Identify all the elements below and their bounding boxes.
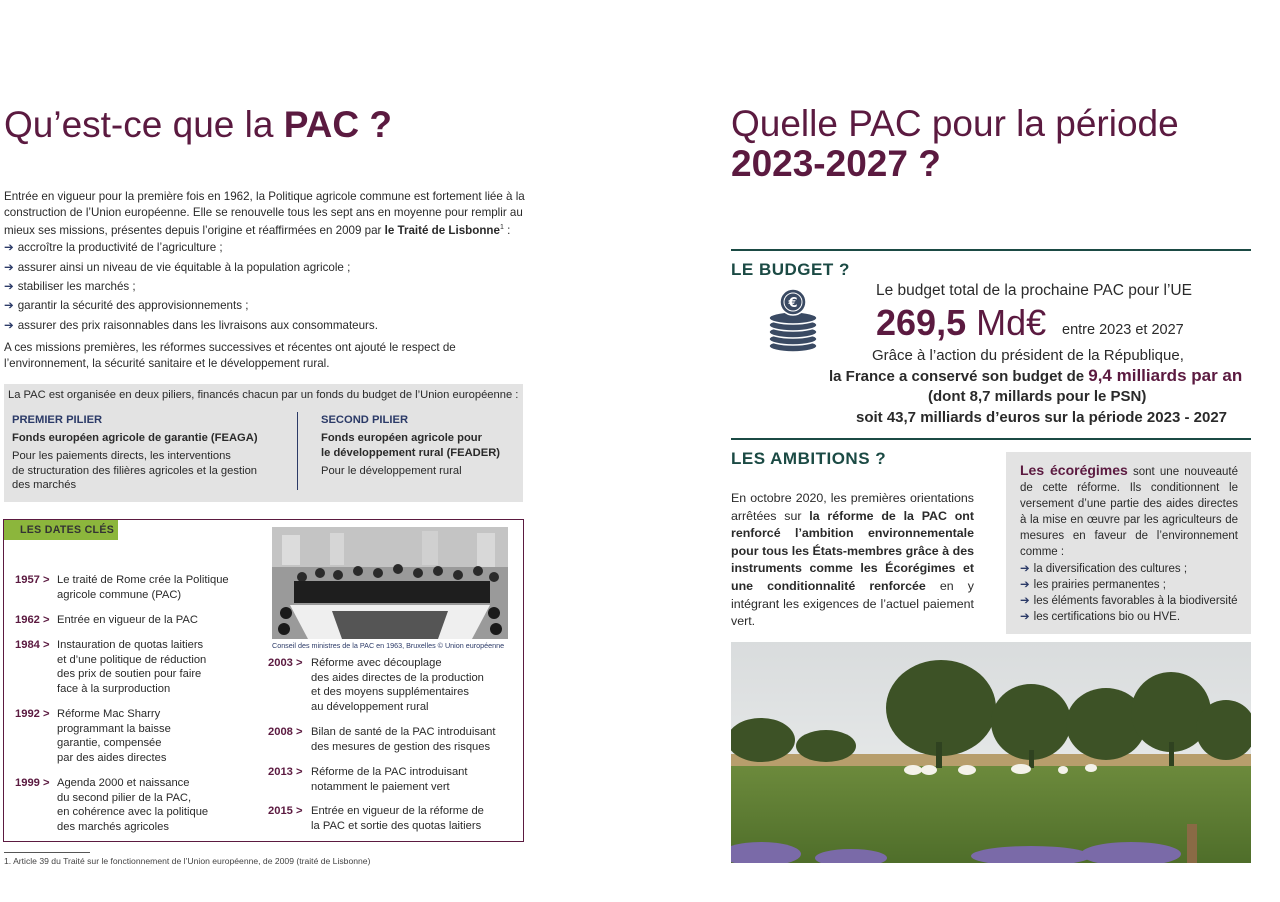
mission-text: accroître la productivité de l’agriculture ; <box>17 241 223 254</box>
timeline-line: des aides directes de la production <box>311 671 484 684</box>
timeline-text <box>57 776 208 834</box>
timeline-text <box>311 656 484 714</box>
timeline-line: face à la surproduction <box>57 682 171 695</box>
desc-line: des marchés <box>12 479 77 491</box>
coins-svg <box>766 288 820 354</box>
intro-paragraph <box>4 189 529 239</box>
ambitions-heading: LES AMBITIONS ? <box>731 449 887 468</box>
eco-item-text: la diversification des cultures ; <box>1033 563 1188 575</box>
timeline-line: programmant la baisse <box>57 722 171 735</box>
list-item <box>4 298 248 312</box>
arrow-right-icon: ➔ <box>1020 563 1030 575</box>
budget-heading: LE BUDGET ? <box>731 260 850 279</box>
timeline-year: 2013 > <box>268 766 303 778</box>
timeline-line: au développement rural <box>311 700 429 713</box>
budget-period: entre 2023 et 2027 <box>1062 322 1184 338</box>
intro-text: Entrée en vigueur pour la première fois en 1962, la Politique agricole commune est fortement liée à la construction de l’Union européenne. Elle se renouvelle tous les sept ans en moyenne pour remplir au mieux ses missions, présentes depuis l’origine et réaffirmées en 2009 par <box>4 190 525 238</box>
right-title-line2: 2023-2027 ? <box>731 143 941 184</box>
ecoregimes-desc: sont une nouveauté de cette réforme. Ils conditionnent le versement d’une partie des aides directes à la mise en œuvre par les agriculteurs de mesures en faveur de l’environnement comme : <box>1020 466 1238 558</box>
timeline-text <box>57 707 171 765</box>
list-item <box>1020 577 1166 591</box>
timeline-line: garantie, compensée <box>57 737 162 750</box>
intro-end: : <box>503 224 511 238</box>
second-pilier-desc: Pour le développement rural <box>321 465 462 477</box>
arrow-right-icon: ➔ <box>1020 595 1030 607</box>
budget-amount <box>876 302 1046 344</box>
timeline-line: Entrée en vigueur de la réforme de <box>311 805 484 817</box>
photo-illustration <box>272 527 508 639</box>
list-item <box>1020 609 1180 623</box>
premier-pilier-fund: Fonds européen agricole de garantie (FEAGA) <box>12 432 258 444</box>
ecoregimes-text <box>1020 462 1238 560</box>
arrow-right-icon: ➔ <box>4 241 14 254</box>
timeline-year: 2003 > <box>268 657 303 669</box>
timeline-text <box>57 638 206 696</box>
arrow-right-icon: ➔ <box>1020 611 1030 623</box>
timeline-line: Bilan de santé de la PAC introduisant <box>311 726 496 738</box>
timeline-line: et d’une politique de réduction <box>57 653 207 666</box>
right-title-line1: Quelle PAC pour la période <box>731 103 1179 144</box>
eco-item-text: les prairies permanentes ; <box>1033 579 1166 591</box>
timeline-text <box>57 613 198 628</box>
list-item <box>1020 593 1238 607</box>
budget-line4 <box>829 366 1242 386</box>
budget-line5: (dont 8,7 millards pour le PSN) <box>928 388 1147 405</box>
ambitions-paragraph <box>731 490 974 631</box>
timeline-line: Le traité de Rome crée la Politique <box>57 574 229 586</box>
budget-amount-value: 269,5 <box>876 302 967 343</box>
second-pilier-heading: SECOND PILIER <box>321 414 409 426</box>
eco-item-text: les certifications bio ou HVE. <box>1033 611 1181 623</box>
budget-line6: soit 43,7 milliards d’euros sur la période 2023 - 2027 <box>856 409 1228 426</box>
list-item <box>4 318 378 332</box>
desc-line: de structuration des filières agricoles et la gestion <box>12 464 258 477</box>
ambitions-text-bold: la réforme de la PAC ont renforcé l’ambition environnementale pour tous les États-membres grâce à des instruments comme les Écorégimes et une conditionnalité renforcée <box>731 508 974 593</box>
timeline-year: 2008 > <box>268 726 303 738</box>
footnote: 1. Article 39 du Traité sur le fonctionnement de l’Union européenne, de 2009 (traité de Lisbonne) <box>4 856 371 866</box>
timeline-year: 2015 > <box>268 805 303 817</box>
left-title-plain: Qu’est-ce que la <box>4 104 284 145</box>
intro-bold-link: le Traité de Lisbonne <box>384 224 500 238</box>
piliers-intro: La PAC est organisée en deux piliers, financés chacun par un fonds du budget de l’Union européenne : <box>8 389 519 401</box>
mission-text: assurer ainsi un niveau de vie équitable à la population agricole ; <box>17 261 351 274</box>
left-title-bold: PAC ? <box>283 104 392 145</box>
timeline-year: 1957 > <box>15 574 50 586</box>
list-item <box>4 240 223 254</box>
timeline-line: Entrée en vigueur de la PAC <box>57 614 198 626</box>
timeline-line: et des moyens supplémentaires <box>311 686 469 699</box>
mission-text: assurer des prix raisonnables dans les livraisons aux consommateurs. <box>17 319 378 332</box>
timeline-year: 1992 > <box>15 708 50 720</box>
svg-text:€: € <box>788 296 798 311</box>
budget-line4-text: la France a conservé son budget de <box>829 368 1089 385</box>
timeline-line: Instauration de quotas laitiers <box>57 639 204 651</box>
timeline-line: des marchés agricoles <box>57 820 169 833</box>
second-pilier-fund <box>321 431 500 460</box>
footnote-rule <box>4 852 90 853</box>
timeline-year: 1962 > <box>15 614 50 626</box>
timeline-line: Réforme de la PAC introduisant <box>311 766 468 778</box>
dates-tag: LES DATES CLÉS <box>4 520 118 540</box>
timeline-line: des mesures de gestion des risques <box>311 740 491 753</box>
timeline-line: du second pilier de la PAC, <box>57 791 192 804</box>
timeline-year: 1984 > <box>15 639 50 651</box>
fund-line: Fonds européen agricole pour <box>321 432 482 444</box>
premier-pilier-desc <box>12 449 257 493</box>
right-page-title <box>731 104 1179 184</box>
budget-line1: Le budget total de la prochaine PAC pour l’UE <box>876 282 1192 299</box>
arrow-right-icon: ➔ <box>4 299 14 312</box>
budget-line3: Grâce à l’action du président de la République, <box>872 347 1184 364</box>
budget-amount-unit: Md€ <box>976 302 1047 343</box>
pilier-divider <box>297 412 298 490</box>
euro-coins-icon <box>766 288 820 354</box>
after-missions-paragraph: A ces missions premières, les réformes successives et récentes ont ajouté le respect de l’environnement, la sécurité sanitaire et le développement rural. <box>4 341 456 370</box>
timeline-line: agricole commune (PAC) <box>57 588 182 601</box>
timeline-line: notamment le paiement vert <box>311 780 450 793</box>
timeline-text <box>311 765 468 794</box>
timeline-line: Agenda 2000 et naissance <box>57 777 190 789</box>
photo-caption: Conseil des ministres de la PAC en 1963, Bruxelles © Union européenne <box>272 641 505 650</box>
pasture-photo <box>731 642 1251 863</box>
footnote-ref: 1 <box>499 224 504 232</box>
timeline-text <box>57 573 229 602</box>
arrow-right-icon: ➔ <box>1020 579 1030 591</box>
premier-pilier-heading: PREMIER PILIER <box>12 414 103 426</box>
arrow-right-icon: ➔ <box>4 319 14 332</box>
ambitions-text-a: En octobre 2020, les premières orientations arrêtées sur <box>731 491 974 523</box>
timeline-line: en cohérence avec la politique <box>57 806 209 819</box>
arrow-right-icon: ➔ <box>4 280 14 293</box>
ministers-council-photo <box>272 527 508 639</box>
budget-rule <box>731 249 1251 251</box>
timeline-line: par des aides directes <box>57 751 167 764</box>
timeline-year: 1999 > <box>15 777 50 789</box>
left-page-title <box>4 104 392 146</box>
budget-line4-highlight: 9,4 milliards par an <box>1088 366 1243 385</box>
timeline-line: des prix de soutien pour faire <box>57 668 202 681</box>
list-item <box>4 279 136 293</box>
timeline-text <box>311 725 496 754</box>
ambitions-rule <box>731 438 1251 440</box>
ecoregimes-heading: Les écorégimes <box>1020 462 1128 478</box>
fund-line: le développement rural (FEADER) <box>321 446 501 459</box>
arrow-right-icon: ➔ <box>4 261 14 274</box>
ambitions-text-c: en y intégrant les exigences de l’actuel paiement vert. <box>731 578 974 629</box>
timeline-line: Réforme Mac Sharry <box>57 708 161 720</box>
list-item <box>1020 561 1187 575</box>
timeline-text <box>311 804 484 833</box>
mission-text: stabiliser les marchés ; <box>17 280 136 293</box>
list-item <box>4 260 350 274</box>
timeline-line: Réforme avec découplage <box>311 657 442 669</box>
eco-item-text: les éléments favorables à la biodiversité <box>1033 595 1238 607</box>
mission-text: garantir la sécurité des approvisionnements ; <box>17 299 249 312</box>
pasture-illustration <box>731 642 1251 863</box>
timeline-line: la PAC et sortie des quotas laitiers <box>311 819 482 832</box>
desc-line: Pour les paiements directs, les interventions <box>12 450 231 462</box>
